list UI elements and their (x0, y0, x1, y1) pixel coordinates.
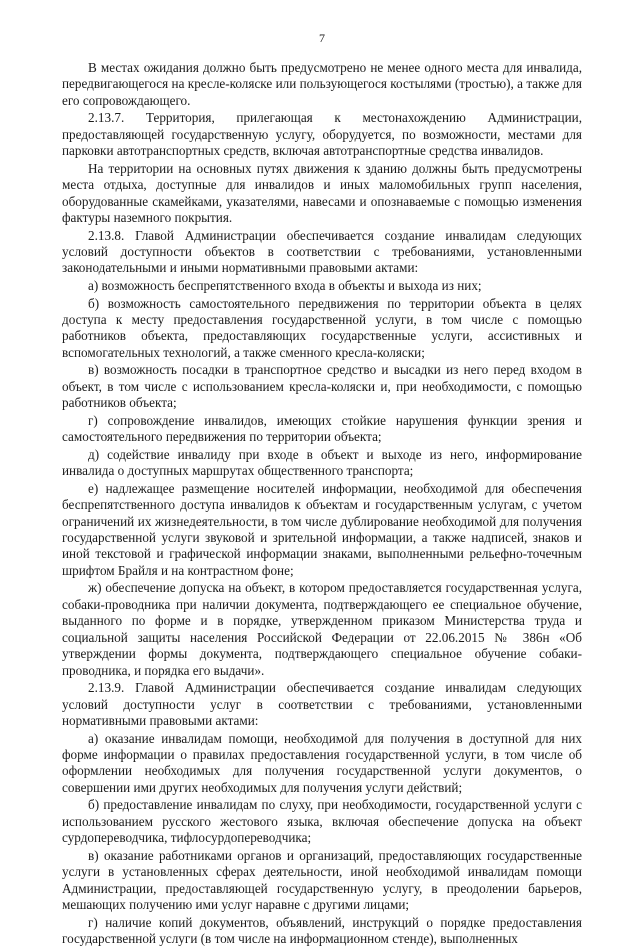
list-item-v: в) возможность посадки в транспортное средство и высадки из него перед входом в объект, в том числе с использованием кресла-коляски и, при необходимости, с помощью работников объекта; (62, 362, 582, 411)
paragraph-2-13-8: 2.13.8. Главой Администрации обеспечивается создание инвалидам следующих условий доступности объектов в соответствии с требованиями, установленными законодательными и иными нормативными правовыми актами: (62, 227, 582, 276)
list-item-zh: ж) обеспечение допуска на объект, в котором предоставляется государственная услуга, собаки-проводника при наличии документа, подтверждающего ее специальное обучение, выданного по форме и в порядке, утвержденном приказом Министерства труда и социальной защиты населения Российской Федерации от 22.06.2015 № 386н «Об утверждении формы документа, подтверждающего специальное обучение собаки-проводника, и порядка его выдачи». (62, 580, 582, 678)
service-item-b: б) предоставление инвалидам по слуху, при необходимости, государственной услуги с использованием русского жестового языка, включая обеспечение допуска на объект сурдопереводчика, тифлосурдопереводчика; (62, 797, 582, 846)
service-item-a: а) оказание инвалидам помощи, необходимой для получения в доступной для них форме информации о правилах предоставления государственной услуги, в том числе об оформлении необходимых для получения государственной услуги документов, о совершении ими других необходимых для получения услуги действий; (62, 730, 582, 795)
paragraph-2-13-7: 2.13.7. Территория, прилегающая к местонахождению Администрации, предоставляющей государственную услугу, оборудуется, по возможности, местами для парковки автотранспортных средств, включая автотранспортные средства инвалидов. (62, 110, 582, 159)
list-item-g: г) сопровождение инвалидов, имеющих стойкие нарушения функции зрения и самостоятельного передвижения по территории объекта; (62, 412, 582, 445)
service-item-v: в) оказание работниками органов и организаций, предоставляющих государственные услуги в установленных сферах деятельности, иной необходимой инвалидам помощи Администрации, предоставляющей государственную услугу, в преодолении барьеров, мешающих получению ими услуг наравне с другими лицами; (62, 847, 582, 912)
list-item-d: д) содействие инвалиду при входе в объект и выходе из него, информирование инвалида о доступных маршрутах общественного транспорта; (62, 446, 582, 479)
paragraph-waiting-area: В местах ожидания должно быть предусмотрено не менее одного места для инвалида, передвигающегося на кресле-коляске или пользующегося костылями (тростью), а также для его сопровождающего. (62, 60, 582, 108)
paragraph-rest-places: На территории на основных путях движения к зданию должны быть предусмотрены места отдыха, доступные для инвалидов и иных маломобильных групп населения, оборудованные скамейками, указателями, навесами и опознаваемые с помощью изменения фактуры наземного покрытия. (62, 160, 582, 226)
page-number: 7 (319, 31, 325, 45)
document-body (62, 60, 582, 949)
document-page (62, 0, 582, 946)
list-item-e: е) надлежащее размещение носителей информации, необходимой для обеспечения беспрепятственного доступа инвалидов к объектам и государственным услугам, с учетом ограничений их жизнедеятельности, в том числе дублирование необходимой для получения государственной услуги звуковой и зрительной информации, а также надписей, знаков и иной текстовой и графической информации знаками, выполненными рельефно-точечным шрифтом Брайля и на контрастном фоне; (62, 480, 582, 578)
service-item-g: г) наличие копий документов, объявлений, инструкций о порядке предоставления государственной услуги (в том числе на информационном стенде), выполненных (62, 914, 582, 946)
list-item-a: а) возможность беспрепятственного входа в объекты и выхода из них; (88, 278, 482, 294)
list-item-b: б) возможность самостоятельного передвижения по территории объекта в целях доступа к месту предоставления государственной услуги, в том числе с помощью работников объекта, предоставляющих государственные услуги, ассистивных и вспомогательных технологий, а также сменного кресла-коляски; (62, 295, 582, 360)
paragraph-2-13-9: 2.13.9. Главой Администрации обеспечивается создание инвалидам следующих условий доступности услуг в соответствии с требованиями, установленными нормативными правовыми актами: (62, 680, 582, 728)
